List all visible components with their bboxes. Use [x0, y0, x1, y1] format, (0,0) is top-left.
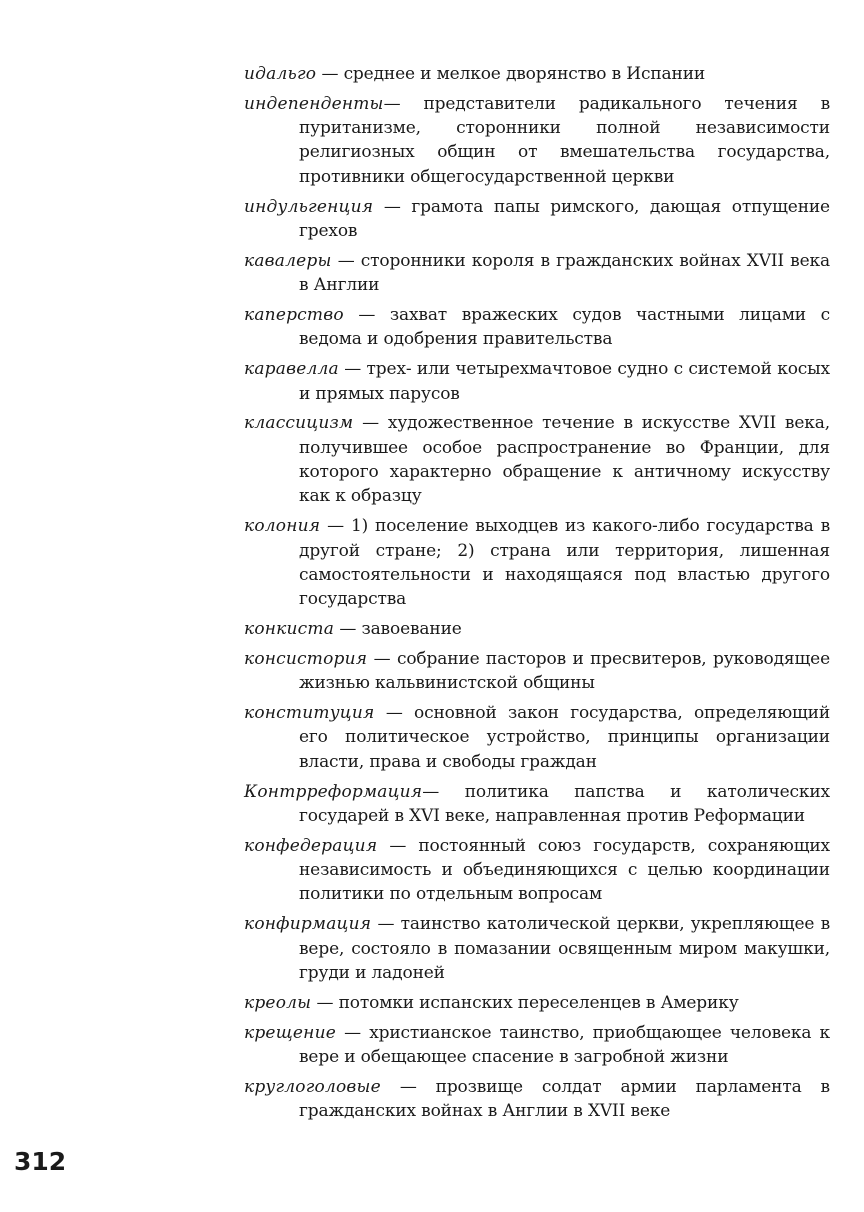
dash: — [316, 992, 334, 1013]
glossary-definition: политика папства и католических государей в XVI веке, направленная против Реформации [299, 781, 830, 826]
glossary-entry [244, 647, 830, 696]
glossary-term: конфирмация [244, 914, 372, 935]
dash: — [337, 250, 355, 271]
dash: — [377, 914, 395, 935]
glossary-term: конституция [244, 703, 375, 724]
glossary-entry [244, 1075, 830, 1124]
glossary-term: идальго [244, 64, 317, 84]
glossary-definition: потомки испанских переселенцев в Америку [338, 992, 739, 1013]
glossary-definition: постоянный союз государств, сохраняющих независимость и объединяющихся с целью координации политики по отдельным вопросам [299, 835, 830, 905]
glossary-term: индульгенция [244, 196, 374, 217]
glossary-definition: трех- или четырехмачтовое судно с системой косых и прямых парусов [299, 359, 830, 404]
glossary-term: крещение [244, 1022, 336, 1043]
glossary-term: каперство [244, 305, 344, 326]
dash: — [385, 703, 403, 724]
dash: — [358, 305, 376, 326]
glossary-entry [244, 411, 830, 508]
glossary-entry [244, 834, 830, 907]
glossary-term: индепенденты [244, 93, 384, 114]
glossary-entry [244, 249, 830, 298]
glossary-definition: сторонники короля в гражданских войнах XVII века в Англии [299, 250, 830, 296]
glossary-term: классицизм [244, 413, 354, 434]
glossary-definition: собрание пасторов и пресвитеров, руководящее жизнью кальвинистской общины [299, 648, 830, 694]
glossary-term: конкиста [244, 618, 335, 639]
glossary-entry [244, 195, 830, 244]
glossary-entry [244, 912, 830, 985]
page-number: 312 [14, 1147, 67, 1176]
dash: — [383, 93, 401, 114]
glossary-term: кавалеры [244, 250, 332, 271]
glossary-term: Контрреформация [244, 781, 423, 802]
glossary-definition: среднее и мелкое дворянство в Испании [343, 64, 706, 84]
glossary-entry [244, 991, 830, 1015]
glossary-term: каравелла [244, 359, 339, 380]
glossary-definition: таинство католической церкви, укрепляющее в вере, состояло в помазании освященным миром макушки, груди и ладоней [299, 914, 830, 983]
glossary-definition: представители радикального течения в пуританизме, сторонники полной независимости религиозных общин от вмешательства государства, противники общегосударственной церкви [299, 93, 830, 187]
dash: — [339, 618, 357, 639]
dash: — [327, 516, 345, 537]
glossary-definition: основной закон государства, определяющий его политическое устройство, принципы организации власти, права и свободы граждан [299, 703, 830, 772]
glossary-list [244, 62, 830, 1129]
glossary-entry [244, 617, 830, 641]
dash: — [344, 1022, 362, 1043]
glossary-definition: прозвище солдат армии парламента в гражданских войнах в Англии в XVII веке [299, 1076, 830, 1122]
dash: — [344, 359, 362, 380]
glossary-term: круглоголовые [244, 1076, 381, 1097]
glossary-term: конфедерация [244, 835, 378, 856]
glossary-term: креолы [244, 992, 312, 1013]
glossary-term: колония [244, 516, 321, 537]
glossary-definition: художественное течение в искусстве XVII века, получившее особое распространение во Франции, для которого характерно обращение к античному искусству как к образцу [299, 413, 830, 507]
glossary-entry [244, 780, 830, 829]
glossary-definition: христианское таинство, приобщающее человека к вере и обещающее спасение в загробной жизни [299, 1022, 830, 1067]
glossary-entry [244, 701, 830, 774]
glossary-entry [244, 303, 830, 352]
glossary-entry [244, 514, 830, 611]
dash: — [399, 1076, 417, 1097]
dash: — [321, 64, 339, 84]
glossary-entry [244, 357, 830, 406]
dash: — [362, 413, 380, 434]
glossary-definition: захват вражеских судов частными лицами с ведома и одобрения правительства [299, 305, 830, 350]
glossary-term: консистория [244, 648, 368, 669]
glossary-definition: 1) поселение выходцев из какого-либо государства в другой стране; 2) страна или территория, лишенная самостоятельности и находящаяся под властью другого государства [299, 516, 830, 610]
glossary-entry [244, 1021, 830, 1070]
dash: — [389, 835, 407, 856]
dash: — [373, 648, 391, 669]
glossary-entry [244, 92, 830, 189]
dash: — [383, 196, 401, 217]
dash: — [422, 781, 440, 802]
glossary-definition: завоевание [361, 618, 462, 639]
glossary-entry [244, 62, 830, 86]
glossary-definition: грамота папы римского, дающая отпущение грехов [299, 196, 830, 241]
